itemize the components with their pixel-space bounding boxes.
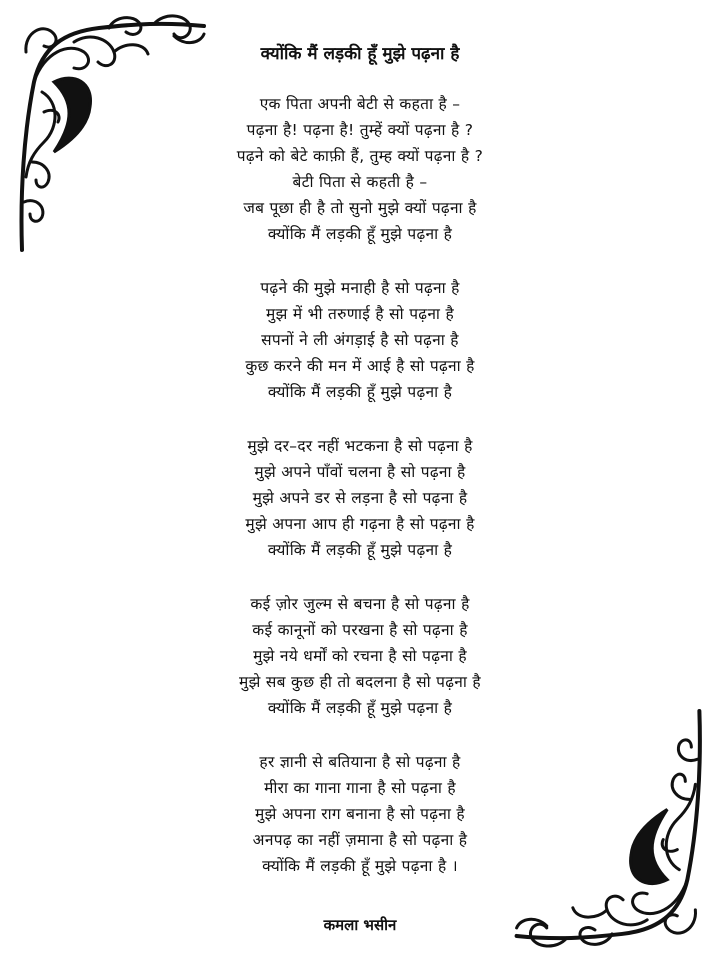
poem-line: मुझे अपना राग बनाना है सो पढ़ना है: [255, 805, 465, 823]
poem-line: पढ़ने को बेटे काफ़ी हैं, तुम्ह क्यों पढ़ना है ?: [236, 147, 484, 165]
poem-line: पढ़ने की मुझे मनाही है सो पढ़ना है: [260, 279, 460, 297]
poem-line: एक पिता अपनी बेटी से कहता है –: [259, 95, 461, 113]
poem-line: क्योंकि मैं लड़की हूँ मुझे पढ़ना है: [267, 383, 453, 401]
poem-line: पढ़ना है! पढ़ना है! तुम्हें क्यों पढ़ना है ?: [246, 121, 474, 139]
poem-line: सपनों ने ली अंगड़ाई है सो पढ़ना है: [261, 331, 459, 349]
stanza: [0, 433, 720, 563]
floral-ornament-icon: [517, 711, 700, 946]
poem-line: बेटी पिता से कहती है –: [292, 173, 428, 191]
poem-line: मुझे दर–दर नहीं भटकना है सो पढ़ना है: [247, 437, 473, 455]
poem-line: मुझे सब कुछ ही तो बदलना है सो पढ़ना है: [239, 673, 481, 691]
poem-line: कई कानूनों को परखना है सो पढ़ना है: [252, 621, 468, 639]
poem-line: क्योंकि मैं लड़की हूँ मुझे पढ़ना है: [267, 225, 453, 243]
poem-line: कुछ करने की मन में आई है सो पढ़ना है: [245, 357, 475, 375]
stanza: [0, 275, 720, 405]
poem-title: क्योंकि मैं लड़की हूँ मुझे पढ़ना है: [260, 44, 460, 64]
poem-line: मुझे अपने डर से लड़ना है सो पढ़ना है: [252, 489, 468, 507]
poem-line: कई ज़ोर जुल्म से बचना है सो पढ़ना है: [250, 595, 470, 613]
poem-line: क्योंकि मैं लड़की हूँ मुझे पढ़ना है: [267, 541, 453, 559]
poem-author: कमला भसीन: [323, 916, 397, 934]
poem-line: क्योंकि मैं लड़की हूँ मुझे पढ़ना है: [267, 699, 453, 717]
poem-line: मीरा का गाना गाना है सो पढ़ना है: [264, 779, 456, 797]
poem-line: मुझे अपने पाँवों चलना है सो पढ़ना है: [254, 463, 466, 481]
poem-line: मुझे अपना आप ही गढ़ना है सो पढ़ना है: [245, 515, 475, 533]
stanza: [0, 91, 720, 247]
stanza: [0, 591, 720, 721]
poem-line: हर ज्ञानी से बतियाना है सो पढ़ना है: [259, 753, 461, 771]
poem-line: मुझ में भी तरुणाई है सो पढ़ना है: [266, 305, 454, 323]
floral-corner-ornament-bottom-right: [506, 704, 708, 950]
poem-line: क्योंकि मैं लड़की हूँ मुझे पढ़ना है ।: [262, 857, 458, 875]
poem-line: अनपढ़ का नहीं ज़माना है सो पढ़ना है: [252, 831, 468, 849]
poem-line: मुझे नये धर्मों को रचना है सो पढ़ना है: [253, 647, 467, 665]
poem-line: जब पूछा ही है तो सुनो मुझे क्यों पढ़ना है: [243, 199, 477, 217]
